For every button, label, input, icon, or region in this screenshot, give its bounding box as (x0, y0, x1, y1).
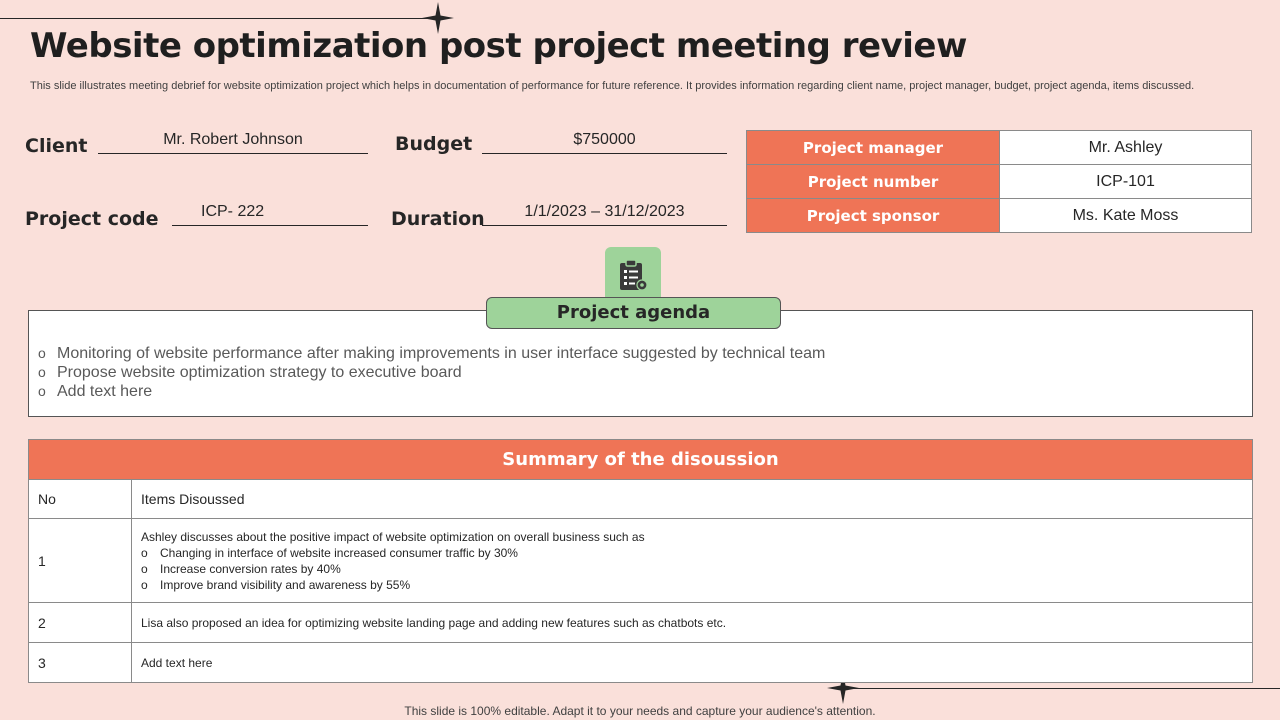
bullet: o (38, 364, 46, 380)
bullet: o (141, 561, 148, 576)
row-items (132, 519, 1253, 603)
agenda-item: Propose website optimization strategy to executive board (57, 364, 462, 381)
agenda-item: Monitoring of website performance after making improvements in user interface suggested by technical team (57, 345, 826, 362)
sub-item: Increase conversion rates by 40% (160, 561, 341, 576)
info-row (747, 199, 1252, 233)
project-info-table (746, 130, 1252, 233)
info-key: Project number (747, 165, 1000, 199)
column-header-items: Items Disoussed (132, 480, 1253, 519)
table-header-row (29, 480, 1253, 519)
info-value: Mr. Ashley (1000, 131, 1252, 165)
bullet: o (38, 345, 46, 361)
column-header-no: No (29, 480, 132, 519)
list-item (141, 561, 1252, 577)
table-row (29, 519, 1253, 603)
list-item (38, 363, 825, 382)
info-row (747, 131, 1252, 165)
sub-item: Changing in interface of website increased consumer traffic by 30% (160, 545, 518, 560)
top-decor-line (0, 18, 438, 19)
budget-value: $750000 (482, 131, 727, 154)
list-item (38, 344, 825, 363)
list-item (38, 382, 825, 401)
footer-note: This slide is 100% editable. Adapt it to your needs and capture your audience's attention. (404, 704, 876, 718)
clipboard-checklist-icon (605, 247, 661, 303)
project-code-value: ICP- 222 (172, 203, 368, 226)
client-label: Client (25, 135, 88, 157)
bullet: o (38, 383, 46, 399)
bullet: o (141, 577, 148, 592)
sub-item: Improve brand visibility and awareness by 55% (160, 577, 411, 592)
table-row (29, 603, 1253, 643)
page-subtitle: This slide illustrates meeting debrief for website optimization project which helps in documentation of performance for future reference. It provides information regarding client name, project manager, budget, project agenda, items discussed. (30, 80, 1195, 92)
page-title: Website optimization post project meeting review (30, 26, 967, 66)
bottom-decor-line (843, 688, 1280, 689)
budget-label: Budget (395, 133, 473, 155)
summary-title: Summary of the disoussion (29, 440, 1253, 480)
info-value: Ms. Kate Moss (1000, 199, 1252, 233)
row-text: Ashley discusses about the positive impact of website optimization on overall business such as (141, 529, 645, 544)
agenda-title: Project agenda (486, 297, 781, 329)
client-value: Mr. Robert Johnson (98, 131, 368, 154)
agenda-item: Add text here (57, 383, 153, 400)
project-code-label: Project code (25, 208, 159, 230)
table-row (29, 643, 1253, 683)
row-text: Lisa also proposed an idea for optimizing website landing page and adding new features such as chatbots etc. (132, 603, 1253, 643)
bullet: o (141, 545, 148, 560)
list-item (141, 545, 1252, 561)
list-item (141, 577, 1252, 593)
summary-table (28, 439, 1253, 683)
duration-label: Duration (391, 208, 485, 230)
row-number: 1 (29, 519, 132, 603)
row-text: Add text here (132, 643, 1253, 683)
duration-value: 1/1/2023 – 31/12/2023 (482, 203, 727, 226)
sub-list (141, 545, 1252, 593)
row-number: 3 (29, 643, 132, 683)
row-number: 2 (29, 603, 132, 643)
agenda-list (38, 344, 825, 401)
info-row (747, 165, 1252, 199)
info-key: Project manager (747, 131, 1000, 165)
info-value: ICP-101 (1000, 165, 1252, 199)
info-key: Project sponsor (747, 199, 1000, 233)
